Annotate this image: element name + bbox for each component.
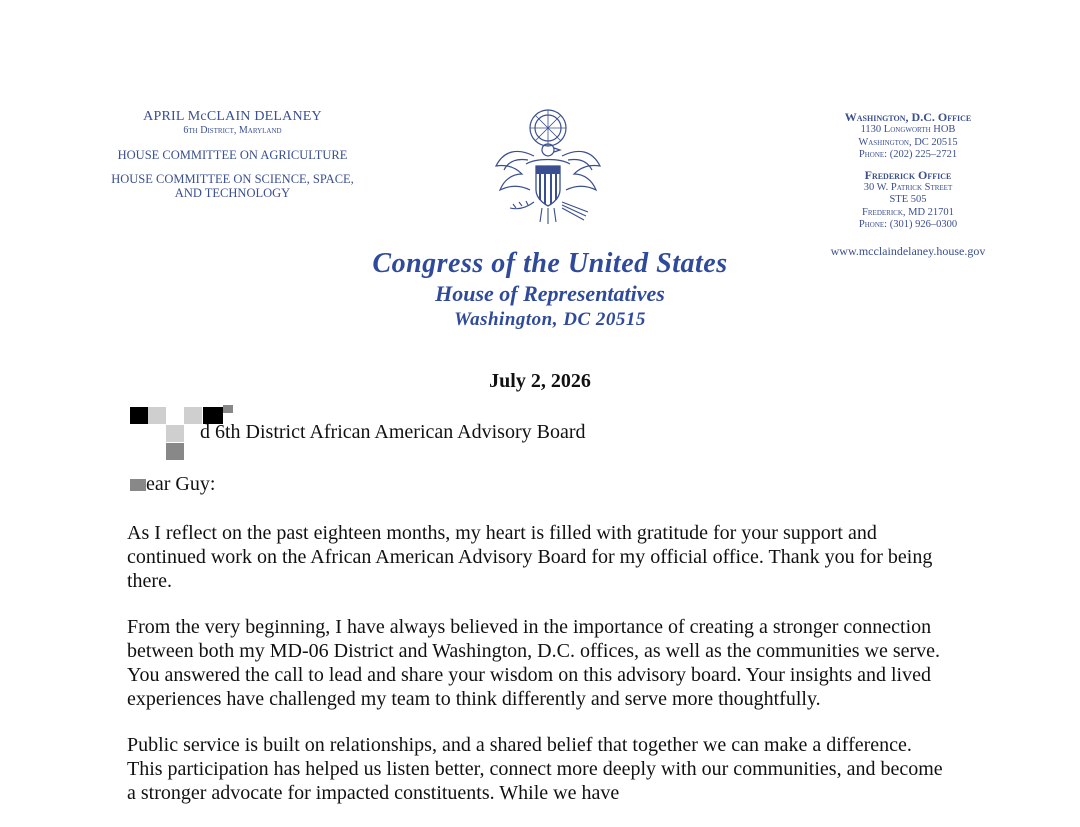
body-paragraph-3: Public service is built on relationships, and a shared belief that together we can make a difference. This participation has helped us listen better, connect more deeply with our communities, and become a stronger advocate for impacted constituents. While we have [127,734,943,804]
frederick-office-address2: STE 505 [889,194,927,205]
frederick-office-title: Frederick Office [864,167,952,182]
office-info-block [808,111,1008,257]
redaction-mark [166,443,184,460]
letter-body [127,521,947,827]
dc-office-address1: 1130 Longworth HOB [860,124,956,135]
great-seal-icon [488,108,608,226]
member-info-block [100,110,365,200]
dc-office-title: Washington, D.C. Office [844,110,972,124]
frederick-office-phone: Phone: (301) 926–0300 [858,219,958,230]
recipient-line: d 6th District African American Advisory Board [200,421,586,443]
frederick-office-address1: 30 W. Patrick Street [863,181,953,193]
redaction-mark [130,479,146,491]
house-title: House of Representatives [435,281,665,306]
committee-science-line2: AND TECHNOLOGY [174,186,291,200]
member-district: 6th District, Maryland [183,125,282,136]
committee-agriculture: HOUSE COMMITTEE ON AGRICULTURE [117,148,348,162]
dc-office-address2: Washington, DC 20515 [858,136,958,148]
committee-science-line1: HOUSE COMMITTEE ON SCIENCE, SPACE, [111,172,354,186]
frederick-office-address3: Frederick, MD 21701 [862,206,954,218]
body-paragraph-2: From the very beginning, I have always believed in the importance of creating a stronger connection between both my MD-06 District and Washington, D.C. offices, as well as the communities we serve. You answered the call to lead and share your wisdom on this advisory board. Your insights and lived experiences have challenged my team to think differently and serve more thoughtfully. [127,616,941,710]
washington-address: Washington, DC 20515 [454,309,646,330]
redaction-mark [130,407,148,424]
member-name: APRIL McCLAIN DELANEY [143,109,322,124]
dc-office-phone: Phone: (202) 225–2721 [858,149,958,160]
congress-title: Congress of the United States [372,248,728,279]
body-paragraph-1: As I reflect on the past eighteen months, my heart is filled with gratitude for your support and continued work on the African American Advisory Board for my official office. Thank you for being there. [127,522,933,592]
redaction-mark [166,425,184,442]
redaction-mark [148,407,166,424]
letter-date: July 2, 2026 [489,370,591,392]
congress-heading [300,248,800,333]
salutation: ear Guy: [146,473,216,495]
redaction-mark [223,405,233,413]
website-link[interactable]: www.mcclaindelaney.house.gov [830,243,986,258]
committee-science [100,172,365,200]
